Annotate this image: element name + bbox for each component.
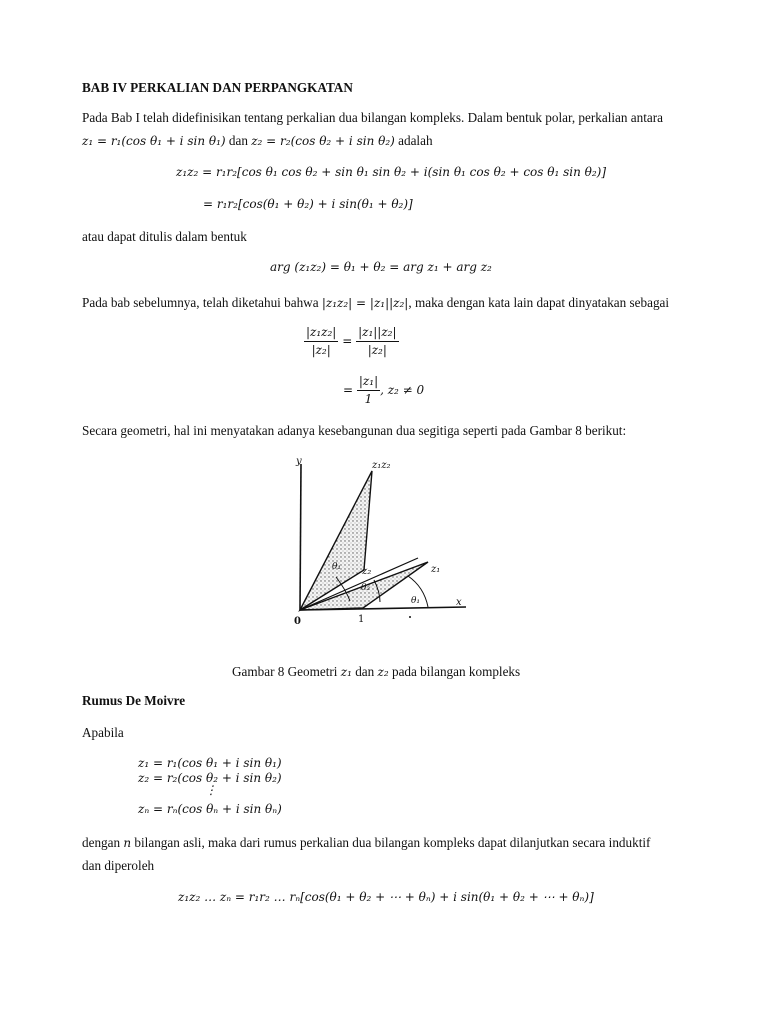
- z2-definition: z₂ = r₂(cos θ₂ + i sin θ₂): [251, 134, 395, 148]
- modulus-text-after: , maka dengan kata lain dapat dinyatakan sebagai: [408, 295, 670, 310]
- equation-fraction-1: [304, 324, 399, 359]
- fraction-equals-2: =: [343, 383, 354, 397]
- variable-n: n: [123, 836, 132, 850]
- intro-line-1: Pada Bab I telah didefinisikan tentang perkalian dua bilangan kompleks. Dalam bentuk polar, perkalian antara: [82, 110, 663, 125]
- caption-z1: z₁: [340, 665, 352, 679]
- subheading-de-moivre: Rumus De Moivre: [82, 693, 186, 708]
- equation-argument: arg (z₁z₂) = θ₁ + θ₂ = arg z₁ + arg z₂: [270, 260, 492, 274]
- fraction-result: [357, 373, 380, 408]
- modulus-text-before: Pada bab sebelumnya, telah diketahui bahwa: [82, 295, 319, 310]
- x-axis-label: x: [456, 597, 462, 608]
- theta2-label: θ₂: [361, 583, 371, 593]
- caption-after: pada bilangan kompleks: [391, 664, 521, 679]
- paragraph-modulus: [82, 295, 669, 311]
- caption-before: Gambar 8 Geometri: [232, 664, 338, 679]
- list-zn: zₙ = rₙ(cos θₙ + i sin θₙ): [138, 802, 282, 816]
- z2-label: z₂: [362, 566, 372, 577]
- fraction-lhs-denominator: |z₂|: [311, 343, 331, 357]
- paragraph-apabila: Apabila: [82, 725, 124, 740]
- y-axis-label: y: [296, 456, 302, 467]
- caption-dan: dan: [355, 664, 375, 679]
- modulus-identity: |z₁z₂| = |z₁||z₂|: [321, 296, 409, 310]
- induktif-after: bilangan asli, maka dari rumus perkalian dua bilangan kompleks dapat dilanjutkan secara induktif: [134, 835, 651, 850]
- intro-line-2: [82, 133, 433, 149]
- list-vdots: ⋮: [205, 783, 217, 797]
- caption-z2: z₂: [377, 665, 389, 679]
- equation-general-product: z₁z₂ … zₙ = r₁r₂ … rₙ[cos(θ₁ + θ₂ + ⋯ + θₙ) + i sin(θ₁ + θ₂ + ⋯ + θₙ)]: [178, 890, 594, 904]
- axis-dot: [409, 616, 411, 618]
- fraction-equals-1: =: [342, 334, 353, 348]
- fraction-lhs-numerator: |z₁z₂|: [304, 324, 338, 342]
- origin-label: 0: [294, 616, 301, 627]
- section-heading: BAB IV PERKALIAN DAN PERPANGKATAN: [82, 80, 353, 95]
- intro-dan: dan: [228, 133, 248, 148]
- fraction-condition: , z₂ ≠ 0: [380, 383, 425, 397]
- fraction-rhs: [356, 324, 398, 359]
- equation-product-expanded: z₁z₂ = r₁r₂[cos θ₁ cos θ₂ + sin θ₁ sin θ₂ + i(sin θ₁ cos θ₂ + cos θ₁ sin θ₂)]: [176, 165, 607, 179]
- paragraph-induktif-line-2: dan diperoleh: [82, 858, 155, 873]
- y-axis: [300, 464, 301, 610]
- fraction-result-denominator: 1: [364, 392, 373, 406]
- list-z1: z₁ = r₁(cos θ₁ + i sin θ₁): [138, 756, 282, 770]
- figure-geometry: [288, 452, 468, 642]
- z1-label: z₁: [431, 564, 441, 575]
- theta1-label: θ₁: [411, 596, 421, 606]
- induktif-before: dengan: [82, 835, 121, 850]
- fraction-lhs: [304, 324, 338, 359]
- theta1-top-label: θ₁: [332, 562, 342, 572]
- z1z2-label: z₁z₂: [372, 460, 391, 471]
- fraction-rhs-numerator: |z₁||z₂|: [356, 324, 398, 342]
- paragraph-bentuk: atau dapat ditulis dalam bentuk: [82, 229, 247, 244]
- list-z2: z₂ = r₂(cos θ₂ + i sin θ₂): [138, 771, 282, 785]
- equation-product-polar: = r₁r₂[cos(θ₁ + θ₂) + i sin(θ₁ + θ₂)]: [203, 197, 413, 211]
- figure-caption: [232, 664, 520, 680]
- z1-definition: z₁ = r₁(cos θ₁ + i sin θ₁): [82, 134, 226, 148]
- equation-fraction-2: [343, 373, 424, 408]
- paragraph-induktif-line-1: [82, 835, 650, 851]
- unit-label: 1: [358, 614, 365, 625]
- paragraph-geometri: Secara geometri, hal ini menyatakan adanya kesebangunan dua segitiga seperti pada Gambar 8 berikut:: [82, 423, 627, 438]
- intro-adalah: adalah: [398, 133, 433, 148]
- fraction-rhs-denominator: |z₂|: [367, 343, 387, 357]
- fraction-result-numerator: |z₁|: [357, 373, 380, 391]
